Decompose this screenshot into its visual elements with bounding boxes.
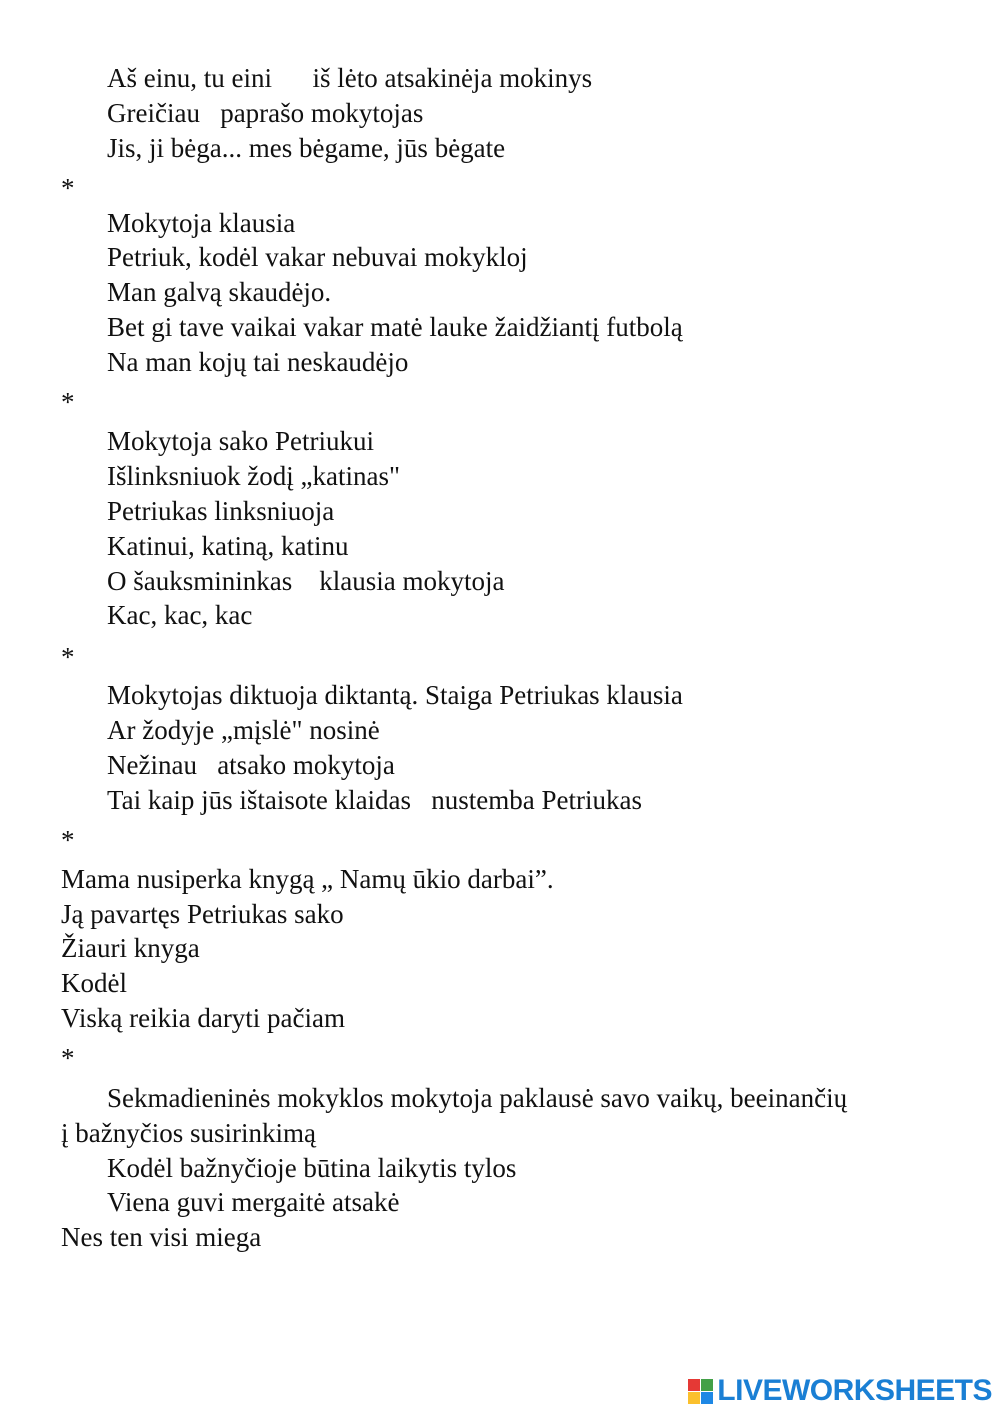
separator-star: * (61, 825, 75, 855)
logo-square-blue (701, 1392, 713, 1404)
liveworksheets-watermark (688, 1373, 992, 1409)
text-line: Aš einu, tu eini iš lėto atsakinėja mokinys (107, 63, 593, 93)
text-line: Jis, ji bėga... mes bėgame, jūs bėgate (107, 133, 506, 163)
text-line: Kac, kac, kac (107, 600, 253, 630)
text-line: Katinui, katiną, katinu (107, 531, 349, 561)
text-line: Nežinau atsako mokytoja (107, 750, 395, 780)
text-line: Viską reikia daryti pačiam (61, 1003, 346, 1033)
text-line: Viena guvi mergaitė atsakė (107, 1187, 400, 1217)
text-line: Na man kojų tai neskaudėjo (107, 347, 409, 377)
text-line: Mama nusiperka knygą „ Namų ūkio darbai”. (61, 864, 554, 894)
logo-square-yellow (688, 1392, 700, 1404)
text-line: į bažnyčios susirinkimą (61, 1118, 316, 1148)
text-line: Mokytoja klausia (107, 208, 296, 238)
text-line: Mokytoja sako Petriukui (107, 426, 374, 456)
text-line: Sekmadieninės mokyklos mokytoja paklausė savo vaikų, beeinančių (107, 1083, 848, 1113)
separator-star: * (61, 1043, 75, 1073)
text-line: Mokytojas diktuoja diktantą. Staiga Petriukas klausia (107, 680, 683, 710)
text-line: Petriuk, kodėl vakar nebuvai mokykloj (107, 242, 528, 272)
text-line: Petriukas linksniuoja (107, 496, 335, 526)
separator-star: * (61, 387, 75, 417)
separator-star: * (61, 173, 75, 203)
text-line: Žiauri knyga (61, 933, 200, 963)
text-line: Man galvą skaudėjo. (107, 277, 332, 307)
logo-square-green (701, 1379, 713, 1391)
text-line: Tai kaip jūs ištaisote klaidas nustemba Petriukas (107, 785, 643, 815)
text-line: Greičiau paprašo mokytojas (107, 98, 424, 128)
text-line: Kodėl (61, 968, 127, 998)
text-line: Išlinksniuok žodį „katinas" (107, 461, 400, 491)
text-line: Ją pavartęs Petriukas sako (61, 899, 344, 929)
text-line: Kodėl bažnyčioje būtina laikytis tylos (107, 1153, 517, 1183)
text-line: Bet gi tave vaikai vakar matė lauke žaidžiantį futbolą (107, 312, 683, 342)
text-line: Ar žodyje „mįslė" nosinė (107, 715, 380, 745)
logo-square-red (688, 1379, 700, 1391)
liveworksheets-logo-icon (688, 1379, 713, 1404)
text-line: O šauksmininkas klausia mokytoja (107, 566, 505, 596)
text-line: Nes ten visi miega (61, 1222, 262, 1252)
separator-star: * (61, 642, 75, 672)
brand-name: LIVEWORKSHEETS (717, 1374, 992, 1407)
